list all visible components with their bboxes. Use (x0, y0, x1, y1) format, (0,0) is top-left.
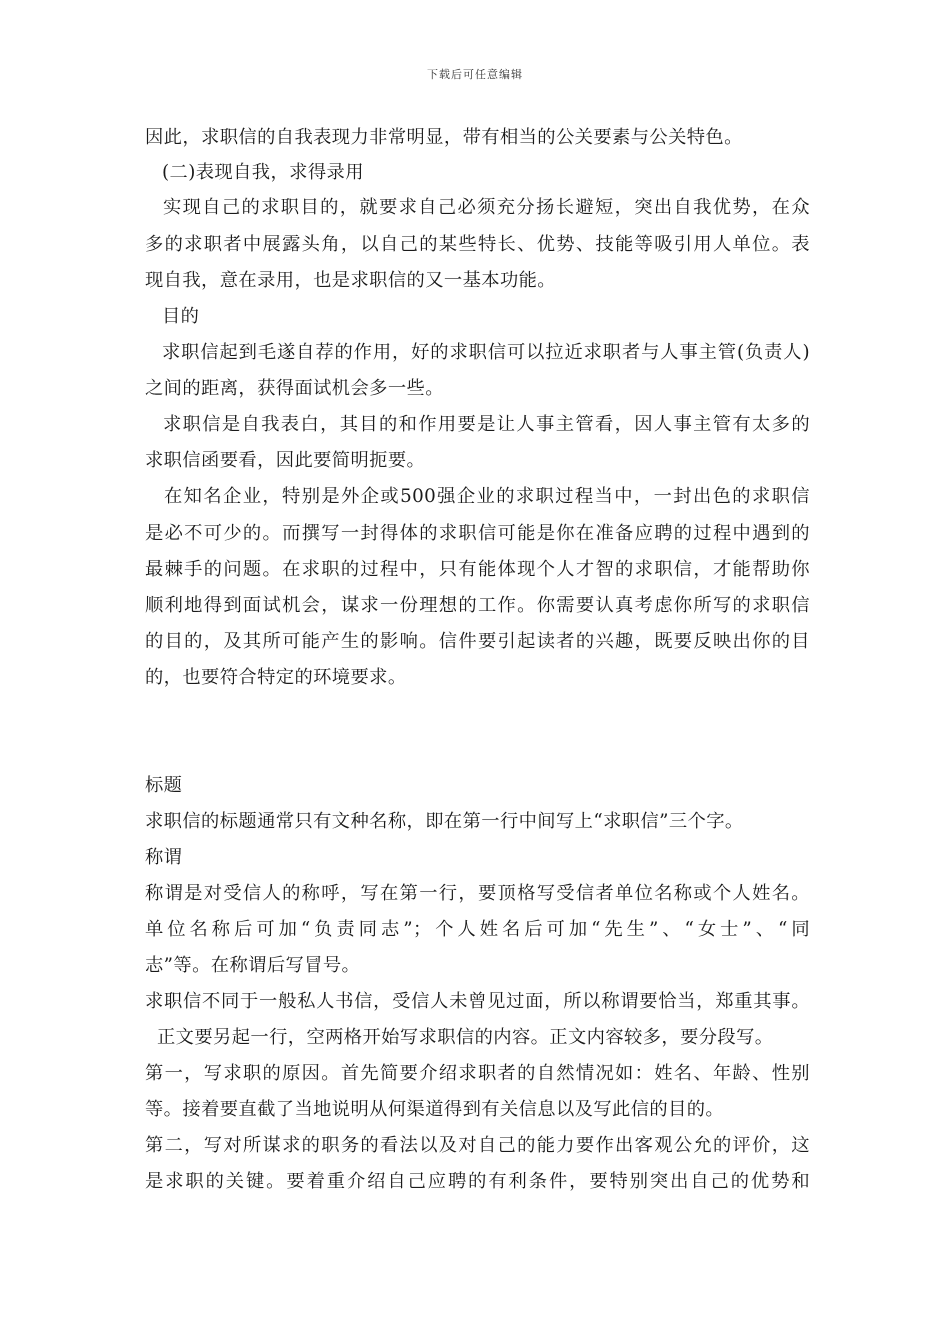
text-line: 的，也要符合特定的环境要求。 (145, 667, 407, 688)
text-line: 求职信是自我表白，其目的和作用要是让人事主管看，因人事主管有太多的 (163, 414, 810, 435)
text-line: 是求职的关键。要着重介绍自己应聘的有利条件，要特别突出自己的优势和 (145, 1171, 810, 1192)
text-line: 单位名称后可加“负责同志”；个人姓名后可加“先生”、“女士”、“同 (145, 919, 810, 940)
text-line: 等。接着要直截了当地说明从何渠道得到有关信息以及写此信的目的。 (145, 1099, 725, 1120)
text-line: 求职信的标题通常只有文种名称，即在第一行中间写上“求职信”三个字。 (145, 811, 744, 832)
text-line: 求职信函要看，因此要简明扼要。 (145, 450, 426, 471)
text-line: 第一，写求职的原因。首先简要介绍求职者的自然情况如：姓名、年龄、性别 (145, 1063, 810, 1084)
text-line: 正文要另起一行，空两格开始写求职信的内容。正文内容较多，要分段写。 (157, 1027, 774, 1048)
text-line: 顺利地得到面试机会，谋求一份理想的工作。你需要认真考虑你所写的求职信 (145, 595, 810, 616)
text-line: 最棘手的问题。在求职的过程中，只有能体现个人才智的求职信，才能帮助你 (145, 559, 810, 580)
section-heading: (二)表现自我，求得录用 (162, 162, 364, 183)
section-heading: 目的 (162, 306, 200, 327)
text-line: 求职信不同于一般私人书信，受信人未曾见过面，所以称谓要恰当，郑重其事。 (145, 991, 810, 1012)
text-line: 是必不可少的。而撰写一封得体的求职信可能是你在准备应聘的过程中遇到的 (145, 523, 810, 544)
text-line: 多的求职者中展露头角，以自己的某些特长、优势、技能等吸引用人单位。表 (145, 234, 810, 255)
section-heading: 称谓 (145, 847, 183, 868)
page-header: 下载后可任意编辑 (427, 68, 523, 81)
text-line: 之间的距离，获得面试机会多一些。 (145, 378, 444, 399)
section-heading: 标题 (145, 775, 183, 796)
text-line: 志”等。在称谓后写冒号。 (145, 955, 361, 976)
text-line: 求职信起到毛遂自荐的作用，好的求职信可以拉近求职者与人事主管(负责人) (162, 342, 810, 363)
text-line: 现自我，意在录用，也是求职信的又一基本功能。 (145, 270, 556, 291)
text-line: 实现自己的求职目的，就要求自己必须充分扬长避短，突出自我优势，在众 (163, 197, 810, 218)
text-line: 第二，写对所谋求的职务的看法以及对自己的能力要作出客观公允的评价，这 (145, 1135, 810, 1156)
text-line: 因此，求职信的自我表现力非常明显，带有相当的公关要素与公关特色。 (145, 127, 743, 148)
text-line: 在知名企业，特别是外企或500强企业的求职过程当中，一封出色的求职信 (164, 486, 810, 507)
text-line: 的目的，及其所可能产生的影响。信件要引起读者的兴趣，既要反映出你的目 (145, 631, 810, 652)
text-line: 称谓是对受信人的称呼，写在第一行，要顶格写受信者单位名称或个人姓名。 (145, 883, 810, 904)
